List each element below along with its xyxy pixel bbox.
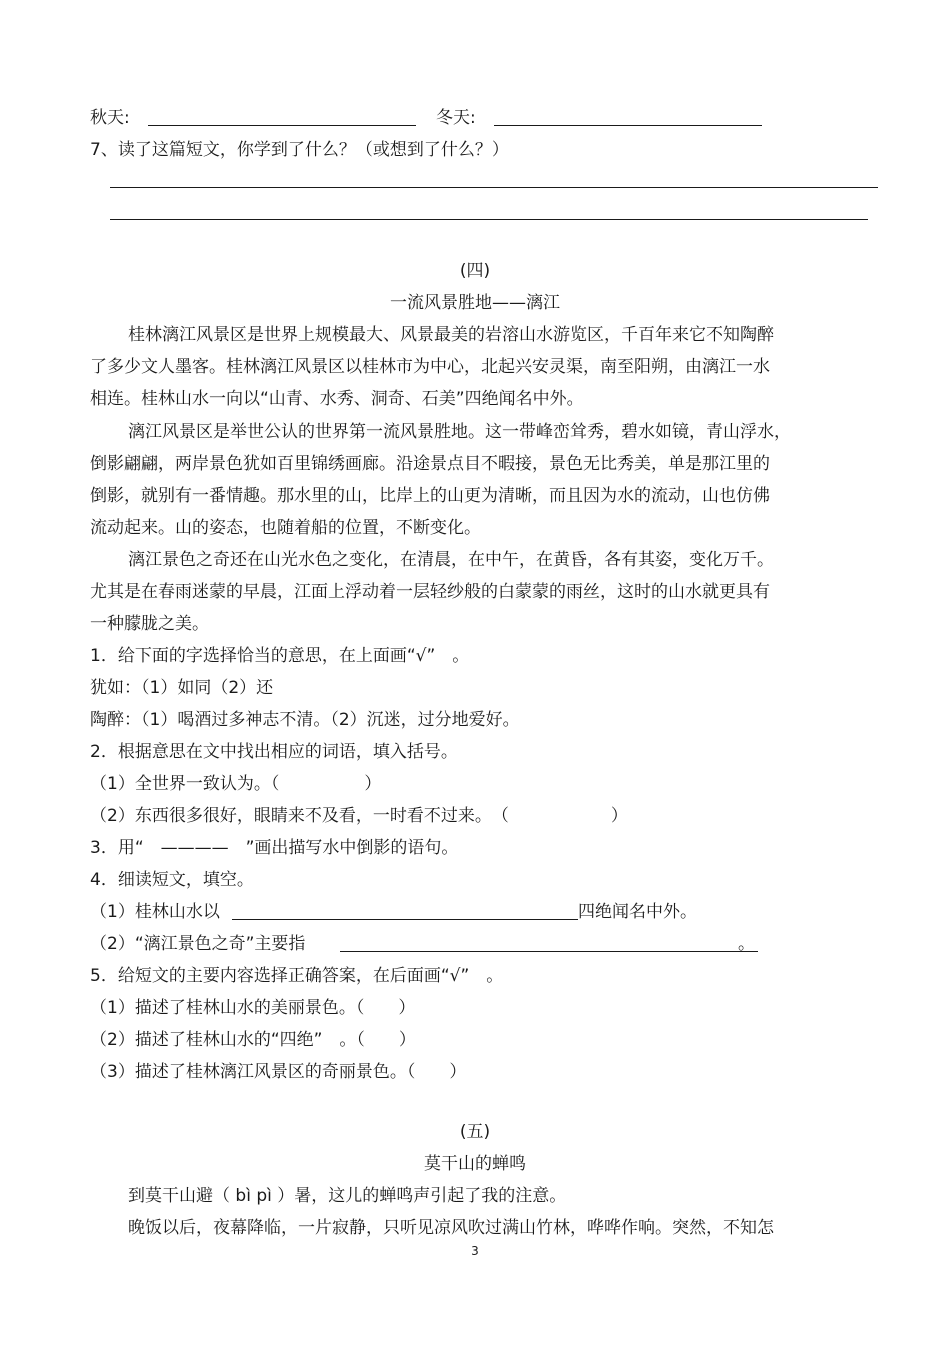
autumn-label: 秋天: [90,108,130,128]
q2-item-2[interactable]: （2）东西很多很好，眼睛来不及看，一时看不过来。 （ ） [90,806,628,826]
section5-title: 莫干山的蝉鸣 [424,1154,526,1174]
section4-title: 一流风景胜地——漓江 [390,293,560,313]
s4-para1-line: 相连。桂林山水一向以“山青、水秀、洞奇、石美”四绝闻名中外。 [90,389,584,409]
q5-prompt: 5．给短文的主要内容选择正确答案，在后面画“√” 。 [90,966,504,986]
q1-option-youru[interactable]: 犹如：（1）如同（2）还 [90,678,274,698]
q2-item-1[interactable]: （1）全世界一致认为。（ ） [90,774,382,794]
autumn-answer-blank[interactable] [148,125,416,126]
winter-label: 冬天: [436,108,476,128]
s4-para1-line: 桂林漓江风景区是世界上规模最大、风景最美的岩溶山水游览区，千百年来它不知陶醉 [128,325,774,345]
s4-para1-line: 了多少文人墨客。桂林漓江风景区以桂林市为中心，北起兴安灵渠，南至阳朔，由漓江一水 [90,357,770,377]
q5-option-3[interactable]: （3）描述了桂林漓江风景区的奇丽景色。（ ） [90,1062,467,1082]
s4-para2-line: 漓江风景区是举世公认的世界第一流风景胜地。这一带峰峦耸秀，碧水如镜，青山浮水， [128,422,791,442]
q7-answer-line-2[interactable] [110,219,868,220]
q4-prompt: 4．细读短文，填空。 [90,870,254,890]
s4-para2-line: 流动起来。山的姿态，也随着船的位置，不断变化。 [90,518,481,538]
page-number: 3 [471,1244,479,1258]
q3-prompt: 3．用“ ———— ”画出描写水中倒影的语句。 [90,838,459,858]
q5-option-2[interactable]: （2）描述了桂林山水的“四绝” 。（ ） [90,1030,416,1050]
section4-number: (四) [459,261,491,281]
s4-para2-line: 倒影，就别有一番情趣。那水里的山，比岸上的山更为清晰，而且因为水的流动，山也仿佛 [90,486,770,506]
q4-item-1-prefix: （1）桂林山水以 [90,902,220,922]
q4-item-1-blank[interactable] [232,919,578,920]
q2-prompt: 2．根据意思在文中找出相应的词语，填入括号。 [90,742,458,762]
q4-item-2-suffix: 。 [738,934,755,954]
s5-para-line: 晚饭以后，夜幕降临，一片寂静，只听见凉风吹过满山竹林，哗哗作响。突然，不知怎 [128,1218,774,1238]
s4-para3-line: 漓江景色之奇还在山光水色之变化，在清晨，在中午，在黄昏，各有其姿，变化万千。 [128,550,774,570]
q4-item-2-prefix: （2）“漓江景色之奇”主要指 [90,934,306,954]
q1-prompt: 1．给下面的字选择恰当的意思，在上面画“√” 。 [90,646,470,666]
q5-option-1[interactable]: （1）描述了桂林山水的美丽景色。（ ） [90,998,416,1018]
q7-answer-line-1[interactable] [110,187,878,188]
q7-prompt: 7、读了这篇短文，你学到了什么？（或想到了什么？） [90,140,509,160]
q1-option-taozui[interactable]: 陶醉：（1）喝酒过多神志不清。（2）沉迷，过分地爱好。 [90,710,520,730]
q4-item-2-blank[interactable] [340,951,758,952]
s5-para-line: 到莫干山避（ bì pì ）暑，这儿的蝉鸣声引起了我的注意。 [128,1186,567,1206]
winter-answer-blank[interactable] [494,125,762,126]
s4-para3-line: 尤其是在春雨迷蒙的早晨，江面上浮动着一层轻纱般的白蒙蒙的雨丝，这时的山水就更具有 [90,582,770,602]
s4-para2-line: 倒影翩翩，两岸景色犹如百里锦绣画廊。沿途景点目不暇接，景色无比秀美，单是那江里的 [90,454,770,474]
q4-item-1-suffix: 四绝闻名中外。 [578,902,697,922]
s4-para3-line: 一种朦胧之美。 [90,614,209,634]
section5-number: (五) [459,1122,491,1142]
